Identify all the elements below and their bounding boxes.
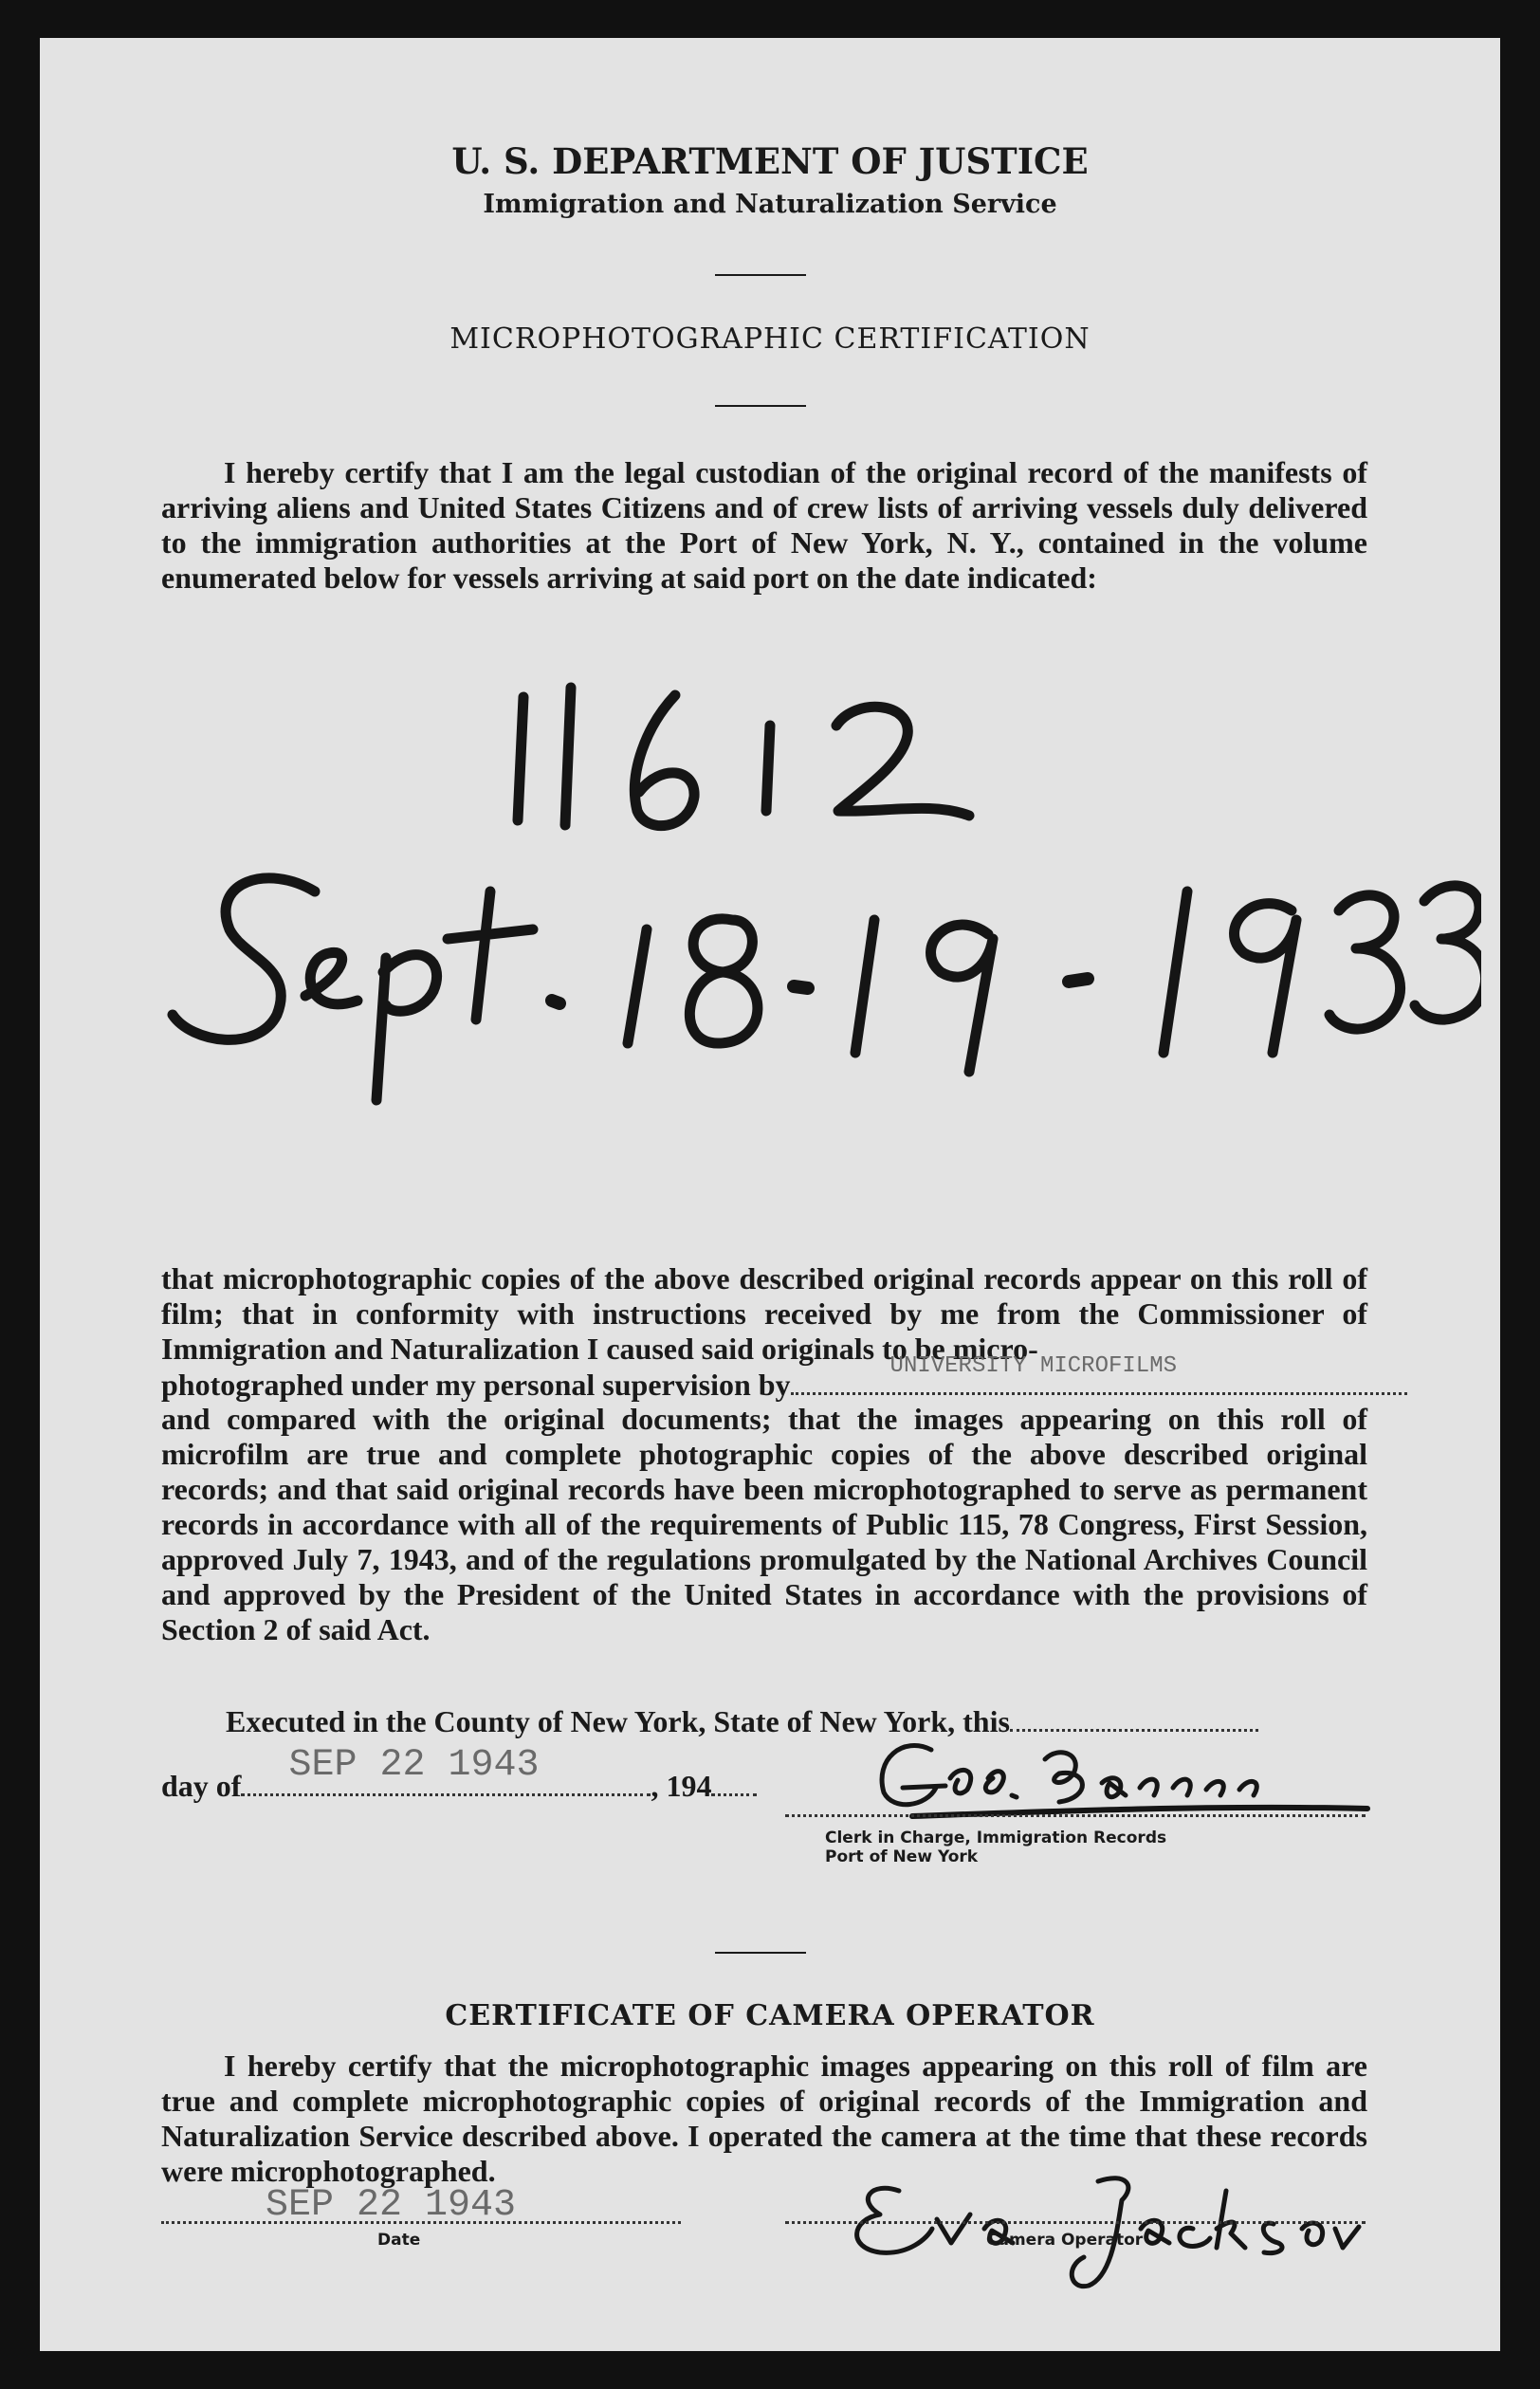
day-of-field [241, 1744, 651, 1796]
supervision-text: photographed under my personal supervision by [161, 1368, 791, 1402]
department-heading: U. S. DEPARTMENT OF JUSTICE [451, 140, 1089, 182]
divider [715, 405, 806, 407]
clerk-title-line1: Clerk in Charge, Immigration Records [825, 1829, 1167, 1847]
clerk-signature [855, 1721, 1386, 1829]
supervision-line [161, 1353, 1367, 1403]
certificate-sheet [40, 38, 1500, 2351]
divider [715, 274, 806, 276]
camera-operator-text: I hereby certify that the microphotographic images appearing on this roll of film are true and complete microphotographic copies of original records of the Immigration and Naturalization Service described above. I operated the camera at the time that these records were microphotographed. [161, 2049, 1367, 2188]
date-label: Date [377, 2231, 421, 2250]
executed-text: Executed in the County of New York, State of New York, this [226, 1704, 1010, 1738]
certification-intro: I hereby certify that I am the legal custodian of the original record of the manifests of arriving aliens and United States Citizens and of crew lists of arriving vessels duly delivered to the immigration authorities at the Port of New York, N. Y., contained in the volume enumerated below for vessels arriving at said port on the date indicated: [161, 455, 1367, 595]
camera-operator-signature-line [785, 2221, 1366, 2224]
certification-body-part1: that microphotographic copies of the above described original records appear on this roll of film; that in conformity with instructions received by me from the Commissioner of Immigration and Naturalization I caused said originals to be micro- [161, 1261, 1367, 1366]
camera-operator-label: Camera Operator [986, 2231, 1144, 2250]
certification-body-part2: and compared with the original documents; that the images appearing on this roll of microfilm are true and complete photographic copies of the above described original records; and that said original records have been microphotographed to serve as permanent records in accordance with all of the requirements of Public 115, 78 Congress, First Session, approved July 7, 1943, and of the regulations promulgated by the National Archives Council and approved by the President of the United States in accordance with the provisions of Section 2 of said Act. [161, 1402, 1367, 1646]
year-field [711, 1771, 757, 1796]
supervisor-field [791, 1353, 1407, 1395]
year-prefix: , 194 [651, 1769, 712, 1803]
service-subheading: Immigration and Naturalization Service [483, 190, 1057, 219]
date-stamp: SEP 22 1943 [266, 2184, 517, 2227]
clerk-signature-line [785, 1814, 1366, 1817]
day-of-label: day of [161, 1769, 242, 1803]
clerk-title-line2: Port of New York [825, 1847, 979, 1866]
camera-operator-heading: CERTIFICATE OF CAMERA OPERATOR [445, 1999, 1095, 2032]
day-of-line [161, 1744, 757, 1804]
supervisor-stamp: UNIVERSITY MICROFILMS [889, 1353, 1177, 1379]
handwritten-vessel-date [154, 816, 1481, 1132]
certification-title: MICROPHOTOGRAPHIC CERTIFICATION [449, 322, 1091, 356]
divider [715, 1952, 806, 1954]
day-of-stamp: SEP 22 1943 [288, 1744, 540, 1787]
